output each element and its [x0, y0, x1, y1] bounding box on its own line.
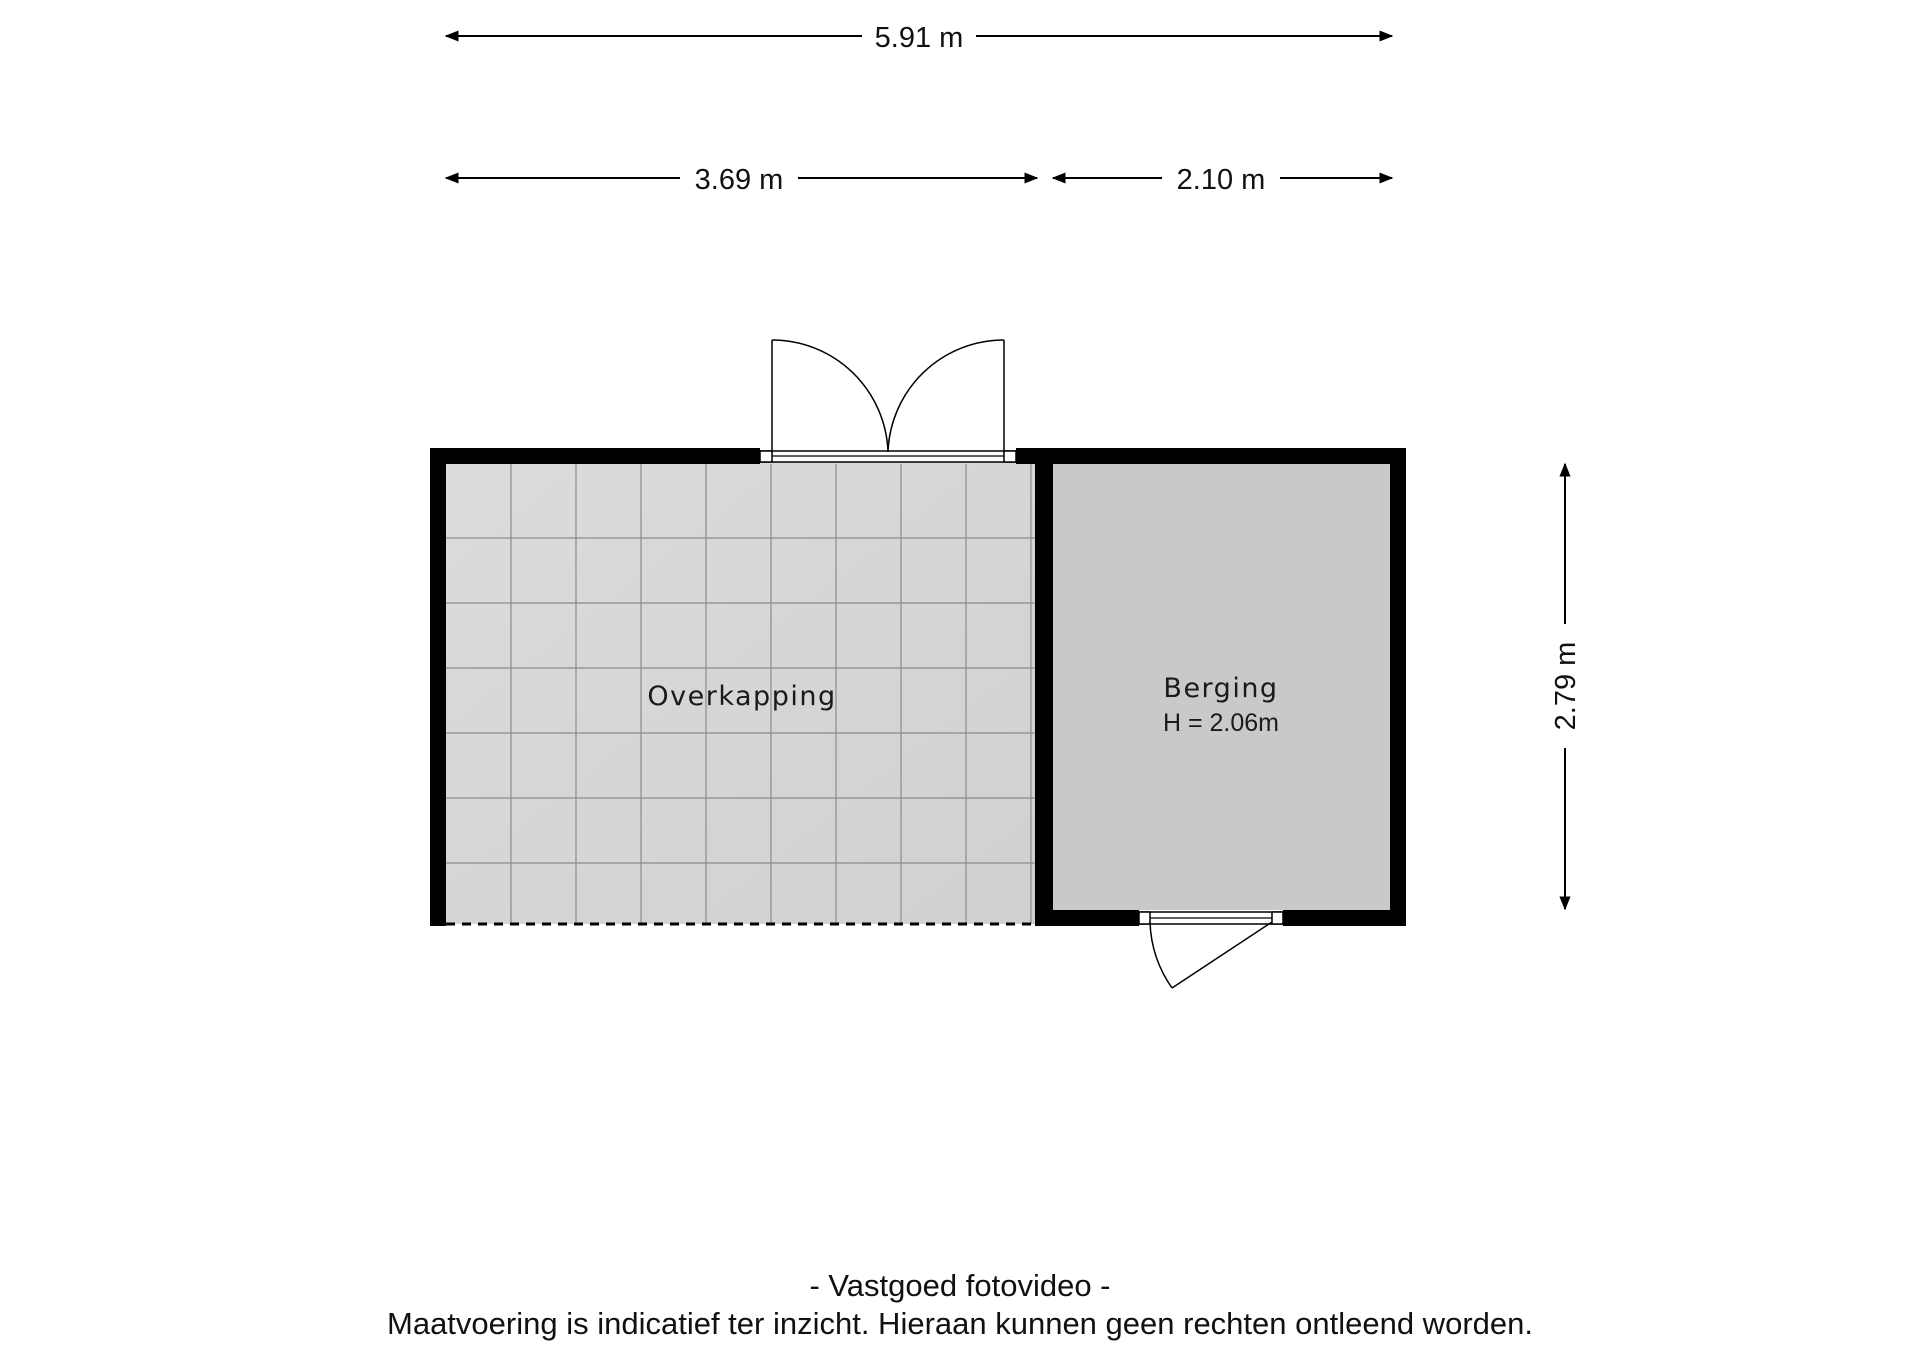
dimension-overkapping-width-label: 3.69 m — [694, 164, 784, 196]
wall-left — [430, 448, 446, 926]
dimension-berging-width-label: 2.10 m — [1176, 164, 1266, 196]
wall-top-right — [1016, 448, 1406, 464]
wall-middle — [1035, 448, 1053, 926]
wall-top-left — [430, 448, 760, 464]
room-height-berging: H = 2.06m — [1162, 709, 1280, 737]
footer-disclaimer: Maatvoering is indicatief ter inzicht. Hieraan kunnen geen rechten ontleend worden. — [387, 1306, 1533, 1341]
dimension-berging-width — [1053, 164, 1392, 196]
berging-door — [1139, 912, 1283, 988]
room-label-overkapping: Overkapping — [647, 681, 837, 712]
dimension-total-width — [446, 22, 1392, 54]
wall-right — [1390, 448, 1406, 926]
wall-bottom-left — [1035, 910, 1139, 926]
room-label-berging: Berging — [1163, 673, 1279, 704]
footer-company: - Vastgoed fotovideo - — [809, 1268, 1111, 1303]
wall-bottom-right — [1283, 910, 1406, 926]
dimension-depth-label: 2.79 m — [1550, 641, 1582, 731]
dimension-depth — [1550, 464, 1582, 909]
dimension-overkapping-width — [446, 164, 1037, 196]
dimension-total-width-label: 5.91 m — [874, 22, 964, 54]
double-door — [760, 340, 1016, 462]
